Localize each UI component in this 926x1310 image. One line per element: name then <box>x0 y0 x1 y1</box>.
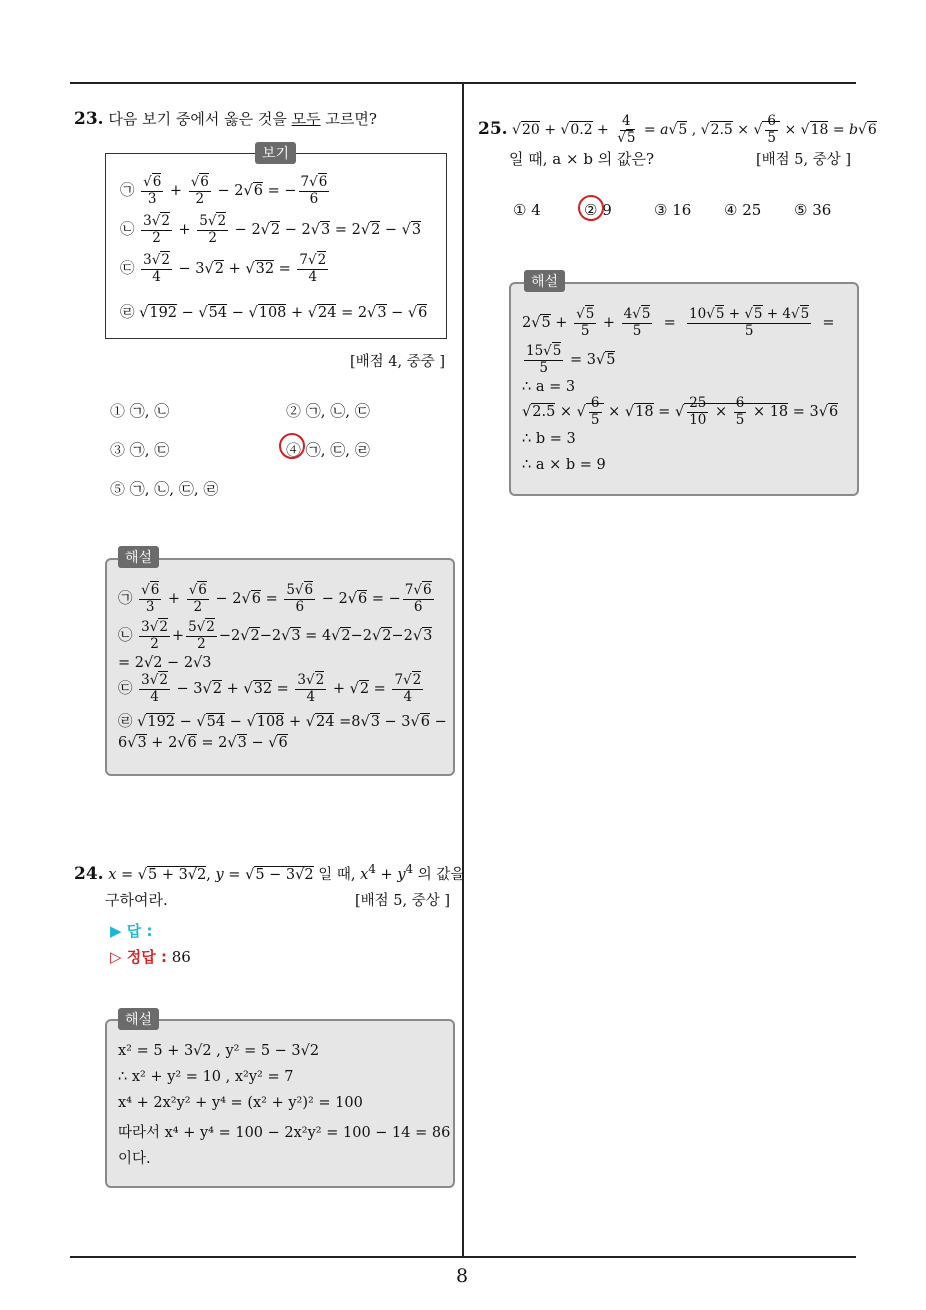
q25-sol-6: ∴ a × b = 9 <box>522 457 606 473</box>
q25-sol-5: ∴ b = 3 <box>522 431 576 447</box>
q25-choice-3[interactable]: ③ 16 <box>654 201 692 219</box>
column-divider <box>462 82 464 1258</box>
q23-choice-4[interactable]: ④ ㉠, ㉢, ㉣ <box>286 441 370 459</box>
q23-meta: [배점 4, 중중 ] <box>350 354 446 370</box>
q25-choice-2[interactable]: ② 9 <box>584 201 612 219</box>
q25-choice-1[interactable]: ① 4 <box>513 201 541 219</box>
q23-text: 다음 보기 중에서 옳은 것을 <box>108 110 287 128</box>
q23-number: 23. <box>74 109 104 129</box>
q24-sol-1: x² = 5 + 3√2 , y² = 5 − 3√2 <box>118 1043 320 1059</box>
q24-sol-2: ∴ x² + y² = 10 , x²y² = 7 <box>118 1069 294 1085</box>
q23-sol-6: 6√3 + 2√6 = 2√3 − √6 <box>118 735 288 751</box>
q24-number: 24. <box>74 863 104 884</box>
q24-sol-4: 따라서 x⁴ + y⁴ = 100 − 2x²y² = 100 − 14 = 86 <box>118 1125 451 1141</box>
q23-bogi-2: ㉡ $\frac{3√2}{2}$ + $\frac{5√2}{2}$ − 2√2 − 2√3 = 2√2 − √3 <box>120 213 422 246</box>
q25-meta: [배점 5, 중상 ] <box>756 152 852 168</box>
q23-choice-3[interactable]: ③ ㉠, ㉢ <box>110 441 170 459</box>
q25-choice-5[interactable]: ⑤ 36 <box>794 201 832 219</box>
page-number: 8 <box>456 1265 469 1287</box>
q23-bogi-1: ㉠ $\frac{√6}{3}$ + $\frac{√6}{2}$ − 2√6 = − $\frac{7√6}{6}$ <box>120 174 328 207</box>
q25-choice-4[interactable]: ④ 25 <box>724 201 762 219</box>
q25-sol-3: ∴ a = 3 <box>522 379 576 395</box>
bottom-rule <box>70 1256 856 1258</box>
q24-answer-field[interactable] <box>110 920 152 941</box>
q24-correct-value: 86 <box>171 948 191 966</box>
q24-sol-5: 이다. <box>118 1151 151 1167</box>
q24-answer-label: ▶ 답 : <box>110 922 153 940</box>
q25-solution-label: 해설 <box>524 270 565 292</box>
q23-sol-2: ㉡ $\frac{3√2}{2}$ + $\frac{5√2}{2}$ −2√2−2√3 = 4√2−2√2−2√3 <box>118 619 433 652</box>
q24-sol-3: x⁴ + 2x²y² + y⁴ = (x² + y²)² = 100 <box>118 1095 363 1111</box>
q25-sol-2: $\frac{15√5}{5}$ = 3√5 <box>526 343 616 376</box>
q25-number: 25. <box>478 119 508 140</box>
q23-answer-circle <box>279 433 305 459</box>
q25-text2: 일 때, a × b 의 값은? <box>509 150 654 168</box>
q23-sol-1: ㉠ $\frac{√6}{3}$ + $\frac{√6}{2}$ − 2√6 = $\frac{5√6}{6}$ − 2√6 = − $\frac{7√6}{6}$ <box>118 582 432 615</box>
q25-answer-circle <box>578 195 604 221</box>
q24-correct-label: ▷ 정답 : <box>110 948 167 966</box>
q23-choice-2[interactable]: ② ㉠, ㉡, ㉢ <box>286 402 370 420</box>
q25-sol-1: 2√5 + $\frac{√5}{5}$ + $\frac{4√5}{5}$ = $\frac{10√5 + √5 + 4√5}{5}$ = <box>522 306 835 339</box>
q23-bogi-label: 보기 <box>255 142 296 164</box>
q23-bogi-4: ㉣ √192 − √54 − √108 + √24 = 2√3 − √6 <box>120 305 428 321</box>
q25-prompt: 25. √20 + √0.2 + $\frac{4}{√5}$ = a√5 , √2.5 × √ $\frac{6}{5}$ × √18 = b√6 <box>478 113 877 146</box>
q24-solution-label: 해설 <box>118 1008 159 1030</box>
q23-text-after: 고르면? <box>325 110 377 128</box>
q24-meta: [배점 5, 중상 ] <box>355 893 451 909</box>
q23-prompt <box>74 108 377 129</box>
q24-prompt: 24. x = √5 + 3√2, y = √5 − 3√2 일 때, $x^4 + y^4$ 의 값을 <box>74 862 465 884</box>
q24-text2: 구하여라. <box>105 891 168 909</box>
q23-sol-5: ㉣ √192 − √54 − √108 + √24 =8√3 − 3√6 − <box>118 714 447 730</box>
q23-choice-5[interactable]: ⑤ ㉠, ㉡, ㉢, ㉣ <box>110 480 219 498</box>
q23-sol-3: = 2√2 − 2√3 <box>118 655 212 671</box>
q23-choice-1[interactable]: ① ㉠, ㉡ <box>110 402 170 420</box>
q23-solution-label: 해설 <box>118 546 159 568</box>
q23-sol-4: ㉢ $\frac{3√2}{4}$ − 3√2 + √32 = $\frac{3√2}{4}$ + √2 = $\frac{7√2}{4}$ <box>118 672 422 705</box>
q24-correct <box>110 946 191 967</box>
q23-bogi-3: ㉢ $\frac{3√2}{4}$ − 3√2 + √32 = $\frac{7√2}{4}$ <box>120 252 327 285</box>
q25-sol-4: √2.5 × √ $\frac{6}{5}$ × √18 = √ $\frac{25}{10}$ × $\frac{6}{5}$ × 18 = 3√6 <box>522 395 839 428</box>
q23-underlined: 모두 <box>291 110 321 128</box>
